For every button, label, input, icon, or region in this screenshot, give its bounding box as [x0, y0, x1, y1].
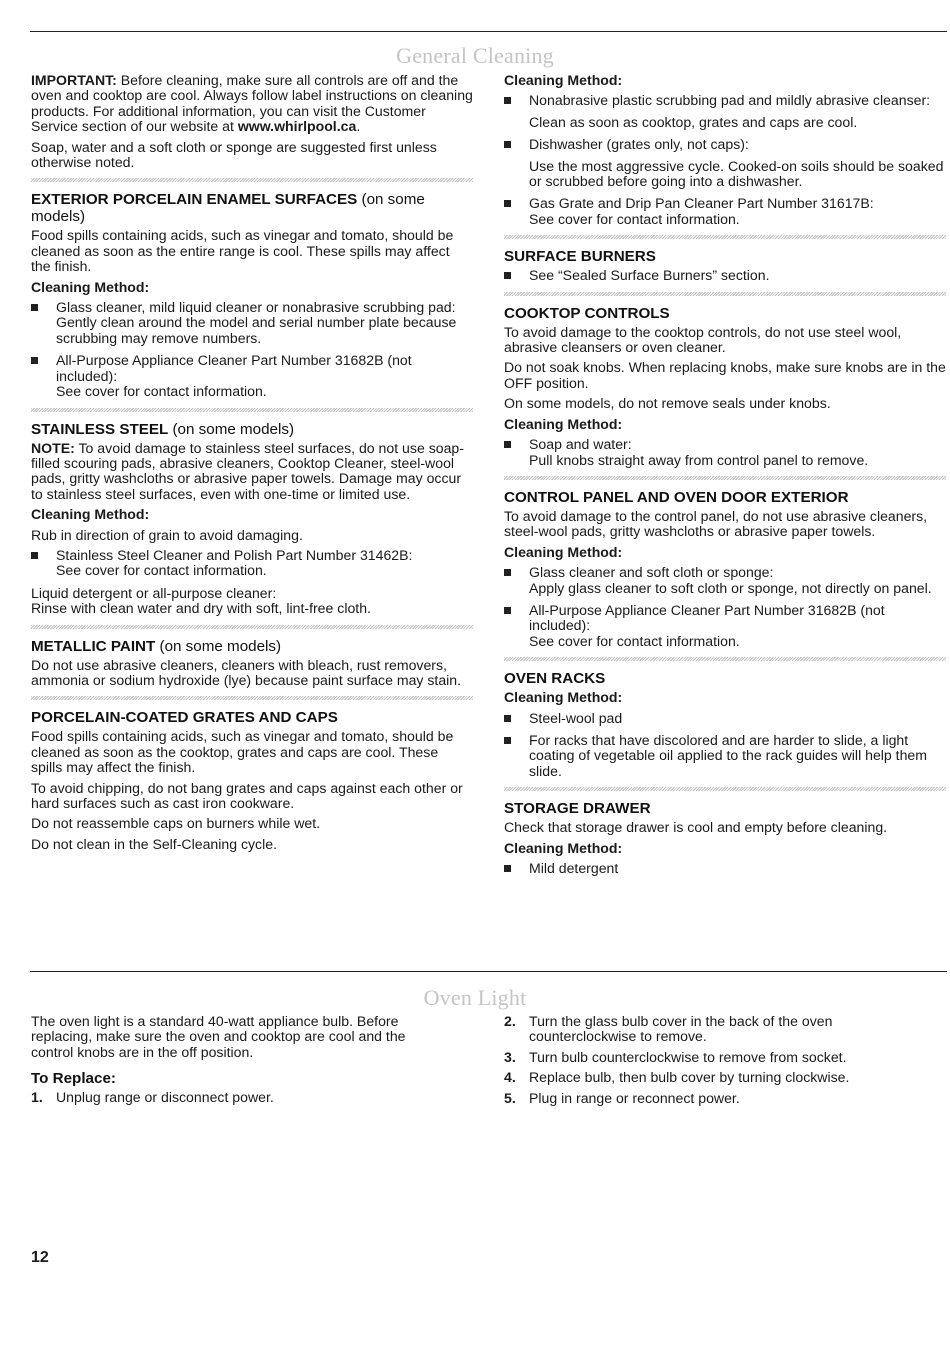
- item-line: Glass cleaner and soft cloth or sponge:: [529, 564, 774, 581]
- replace-steps-right: [504, 1014, 924, 1106]
- item-subtext: Clean as soon as cooktop, grates and caps are cool.: [529, 113, 858, 130]
- top-rule: [30, 31, 947, 32]
- storage-drawer-body: Check that storage drawer is cool and empty before cleaning.: [504, 819, 888, 836]
- separator: [504, 292, 946, 296]
- list-item: [504, 137, 946, 189]
- soap-paragraph: Soap, water and a soft cloth or sponge are suggested first unless otherwise noted.: [31, 138, 437, 171]
- cleaning-method-label: Cleaning Method:: [504, 72, 623, 88]
- rub-text: Rub in direction of grain to avoid damaging.: [31, 526, 303, 543]
- step-item: [504, 1014, 924, 1045]
- list-item: For racks that have discolored and are harder to slide, a light coating of vegetable oil applied to the rack guides will help them slide.: [504, 733, 946, 779]
- stainless-steel-heading: [31, 421, 473, 438]
- liquid-line: Liquid detergent or all-purpose cleaner:: [31, 584, 277, 601]
- oven-light-left: [31, 1014, 451, 1111]
- item-line: All-Purpose Appliance Cleaner Part Number 31682B (not included):: [56, 352, 412, 384]
- important-text: Before cleaning, make sure all controls are off and the oven and cooktop are cool. Always follow label instructions on cleaning products. For additional information, you can visit the Customer Service section of our website at: [31, 72, 473, 135]
- separator: [31, 408, 473, 412]
- cleaning-method-label: Cleaning Method:: [504, 839, 623, 856]
- list-item: [504, 93, 946, 130]
- list-item: [504, 196, 946, 227]
- item-line: See cover for contact information.: [529, 210, 740, 227]
- period: .: [356, 118, 361, 135]
- liquid-detergent-paragraph: [31, 586, 473, 617]
- list-item: [504, 603, 946, 649]
- cooktop-controls-paragraph: To avoid damage to the cooktop controls, do not use steel wool, abrasive cleansers or oven cleaner.: [504, 323, 902, 356]
- separator: [504, 657, 946, 661]
- important-label: IMPORTANT:: [31, 72, 117, 88]
- item-line: Soap and water:: [529, 436, 632, 453]
- item-line: Dishwasher (grates only, not caps):: [529, 136, 749, 153]
- exterior-porcelain-heading: [31, 191, 473, 225]
- step-text: Unplug range or disconnect power.: [56, 1089, 274, 1106]
- metallic-paint-body: Do not use abrasive cleaners, cleaners with bleach, rust removers, ammonia or sodium hydroxide (lye) because paint surface may stain.: [31, 656, 462, 688]
- step-number: 3.: [504, 1048, 516, 1065]
- cooktop-controls-paragraph: Do not soak knobs. When replacing knobs, make sure knobs are in the OFF position.: [504, 359, 946, 391]
- general-cleaning-title: General Cleaning: [396, 43, 554, 68]
- cleaning-method-label: Cleaning Method:: [504, 543, 623, 560]
- separator: [31, 178, 473, 182]
- page-number: 12: [31, 1249, 49, 1266]
- surface-burners-heading: SURFACE BURNERS: [504, 248, 656, 266]
- step-item: [504, 1050, 924, 1065]
- right-column: [504, 73, 946, 883]
- note-text: To avoid damage to stainless steel surfaces, do not use soap-filled scouring pads, abrasive cleaners, Cooktop Cleaner, steel-wool pads, gritty washcloths or abrasive paper towels. Damage may occur to stainless steel surfaces, even with one-time or limited use.: [31, 439, 464, 502]
- item-line: Apply glass cleaner to soft cloth or sponge, not directly on panel.: [529, 579, 932, 596]
- heading-note: (on some models): [168, 420, 295, 438]
- item-subtext: Use the most aggressive cycle. Cooked-on soils should be soaked or scrubbed before going into a dishwasher.: [529, 157, 944, 190]
- exterior-porcelain-list: [31, 300, 473, 399]
- oven-racks-list: [504, 711, 946, 780]
- step-text: Replace bulb, then bulb cover by turning clockwise.: [529, 1069, 850, 1086]
- step-text: Turn the glass bulb cover in the back of the oven counterclockwise to remove.: [529, 1013, 833, 1045]
- heading-text: EXTERIOR PORCELAIN ENAMEL SURFACES: [31, 191, 358, 209]
- cleaning-method-label: Cleaning Method:: [504, 415, 623, 432]
- list-item: Mild detergent: [504, 861, 946, 876]
- control-panel-body: To avoid damage to the control panel, do not use abrasive cleaners, steel-wool pads, gritty washcloths or abrasive paper towels.: [504, 507, 928, 540]
- list-item: [504, 437, 946, 468]
- to-replace-heading: To Replace:: [31, 1070, 116, 1088]
- item-line: See cover for contact information.: [56, 383, 267, 400]
- step-number: 2.: [504, 1013, 516, 1029]
- item-line: Gently clean around the model and serial number plate because scrubbing may remove numbers.: [56, 314, 457, 346]
- oven-light-right: [504, 1014, 924, 1111]
- separator: [504, 235, 946, 239]
- storage-drawer-heading: STORAGE DRAWER: [504, 800, 651, 818]
- grates-method-list: [504, 93, 946, 227]
- list-item: [31, 353, 473, 399]
- heading-text: METALLIC PAINT: [31, 637, 156, 655]
- list-item: [31, 548, 473, 579]
- cooktop-controls-heading: COOKTOP CONTROLS: [504, 304, 670, 322]
- control-panel-list: [504, 565, 946, 649]
- item-line: Stainless Steel Cleaner and Polish Part Number 31462B:: [56, 546, 413, 563]
- stainless-note: [31, 441, 473, 503]
- step-number: 4.: [504, 1069, 516, 1086]
- grates-caps-paragraph: Food spills containing acids, such as vinegar and tomato, should be cleaned as soon as the cooktop, grates and caps are cool. These spills may affect the finish.: [31, 728, 454, 776]
- website-link[interactable]: www.whirlpool.ca: [237, 118, 357, 135]
- surface-burners-list: [504, 268, 946, 283]
- exterior-porcelain-body: Food spills containing acids, such as vinegar and tomato, should be cleaned as soon as the entire range is cool. These spills may affect the finish.: [31, 227, 454, 275]
- separator: [31, 625, 473, 629]
- cooktop-controls-paragraph: On some models, do not remove seals under knobs.: [504, 395, 831, 412]
- liquid-line: Rinse with clean water and dry with soft, lint-free cloth.: [31, 600, 371, 617]
- oven-light-intro: The oven light is a standard 40-watt appliance bulb. Before replacing, make sure the oven and cooktop are cool and the control knobs are in the off position.: [31, 1013, 406, 1060]
- step-item: [504, 1091, 924, 1106]
- list-item: [31, 300, 473, 346]
- oven-light-rule: [30, 971, 947, 972]
- heading-note: (on some models): [155, 637, 282, 655]
- item-line: All-Purpose Appliance Cleaner Part Number 31682B (not included):: [529, 601, 885, 634]
- item-line: Nonabrasive plastic scrubbing pad and mildly abrasive cleanser:: [529, 92, 931, 109]
- metallic-paint-heading: [31, 638, 473, 655]
- grates-caps-paragraph: To avoid chipping, do not bang grates and caps against each other or hard surfaces such as cast iron cookware.: [31, 779, 463, 811]
- separator: [504, 787, 946, 791]
- step-item: [31, 1090, 451, 1105]
- list-item: [504, 565, 946, 596]
- step-text: Plug in range or reconnect power.: [529, 1089, 740, 1106]
- cooktop-controls-list: [504, 437, 946, 468]
- step-text: Turn bulb counterclockwise to remove from socket.: [529, 1048, 847, 1065]
- heading-note: (on some models): [31, 191, 425, 226]
- important-paragraph: [31, 73, 473, 135]
- control-panel-heading: CONTROL PANEL AND OVEN DOOR EXTERIOR: [504, 488, 849, 506]
- grates-caps-paragraph: Do not reassemble caps on burners while wet.: [31, 815, 321, 832]
- step-item: [504, 1070, 924, 1085]
- cleaning-method-label: Cleaning Method:: [31, 278, 150, 295]
- list-item: Steel-wool pad: [504, 711, 946, 726]
- storage-drawer-list: [504, 861, 946, 876]
- separator: [504, 476, 946, 480]
- step-number: 5.: [504, 1089, 516, 1106]
- cleaning-method-label: Cleaning Method:: [31, 506, 150, 523]
- list-item: See “Sealed Surface Burners” section.: [504, 268, 946, 283]
- item-line: Pull knobs straight away from control panel to remove.: [529, 451, 869, 468]
- separator: [31, 696, 473, 700]
- item-line: Glass cleaner, mild liquid cleaner or nonabrasive scrubbing pad:: [56, 299, 456, 316]
- left-column: [31, 73, 473, 857]
- oven-light-title: Oven Light: [423, 985, 527, 1010]
- oven-racks-heading: OVEN RACKS: [504, 670, 606, 688]
- stainless-list: [31, 548, 473, 579]
- cleaning-method-label: Cleaning Method:: [504, 689, 623, 706]
- item-line: See cover for contact information.: [529, 632, 740, 649]
- note-label: NOTE:: [31, 439, 75, 456]
- grates-caps-paragraph: Do not clean in the Self-Cleaning cycle.: [31, 835, 277, 852]
- replace-steps-left: [31, 1090, 451, 1105]
- heading-text: STAINLESS STEEL: [31, 420, 169, 438]
- item-line: See cover for contact information.: [56, 562, 267, 579]
- item-line: Gas Grate and Drip Pan Cleaner Part Number 31617B:: [529, 195, 874, 212]
- step-number: 1.: [31, 1089, 43, 1106]
- grates-caps-heading: PORCELAIN-COATED GRATES AND CAPS: [31, 709, 338, 727]
